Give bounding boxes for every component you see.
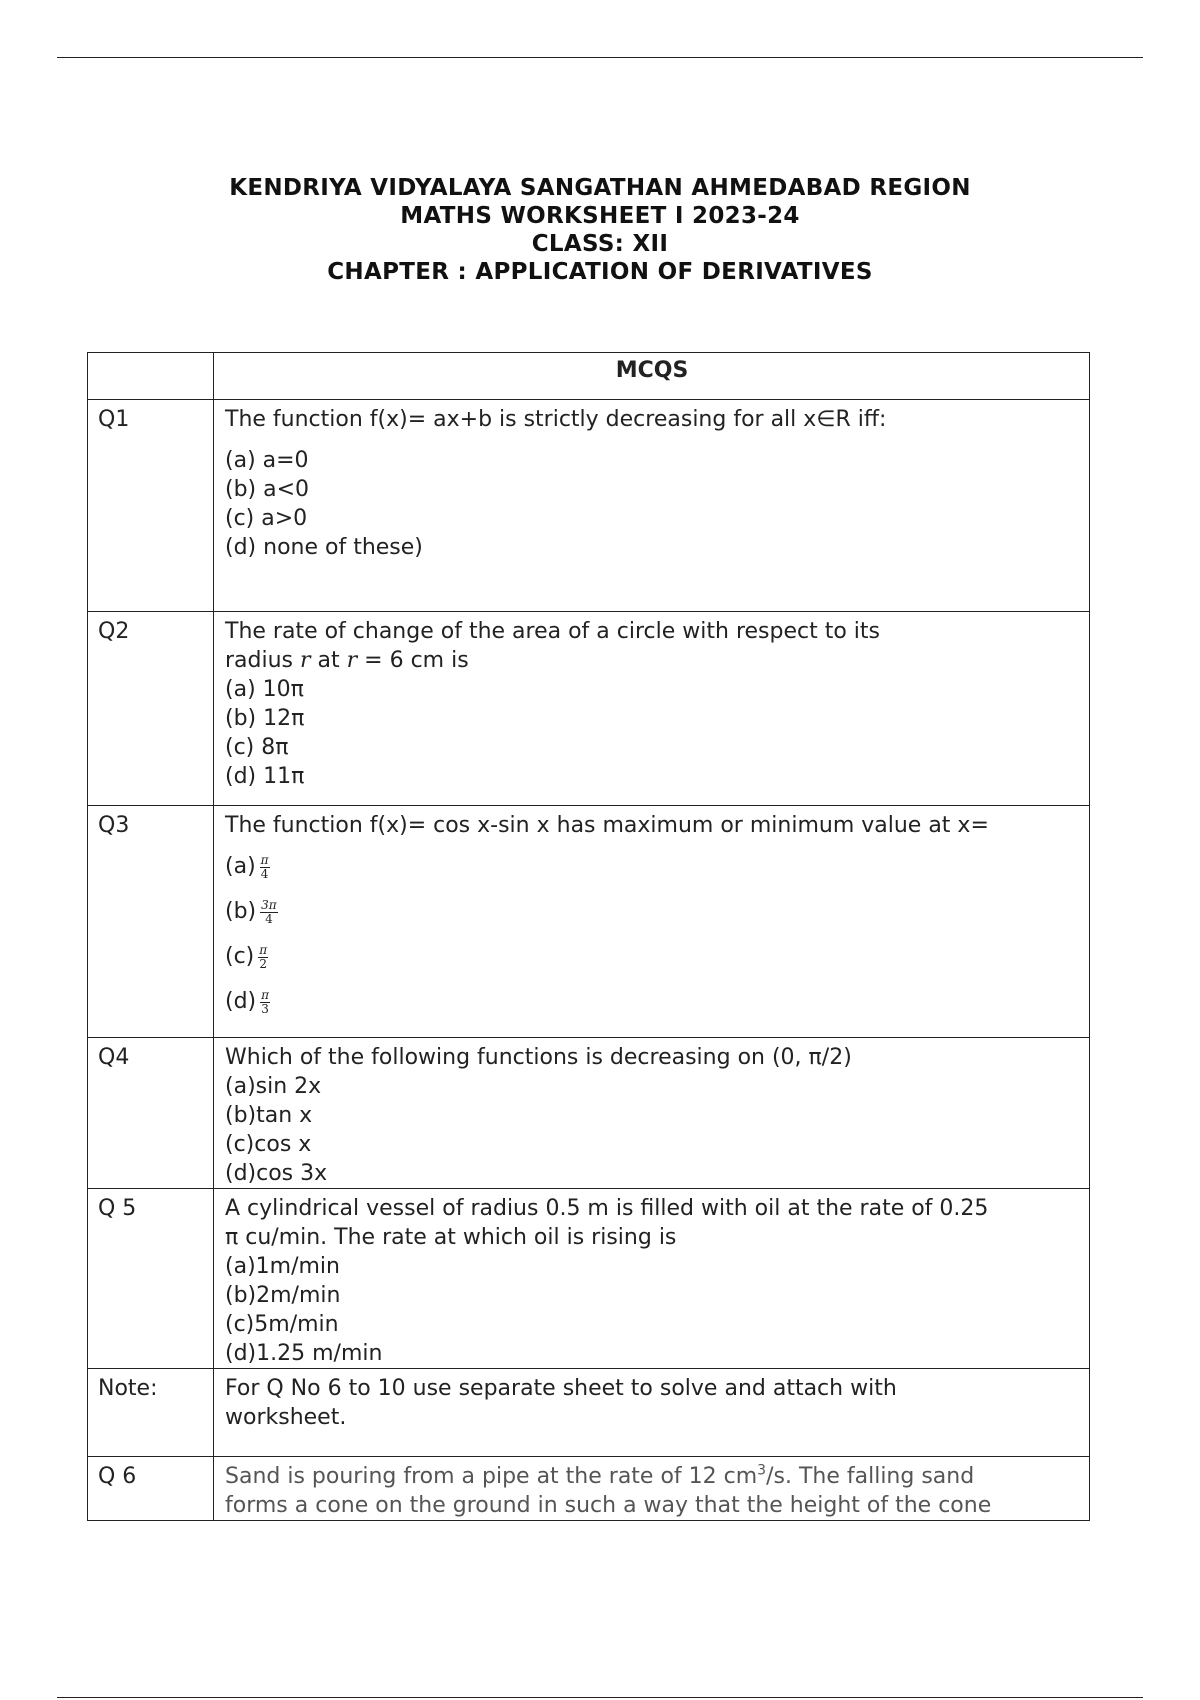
question-text-line-2: π cu/min. The rate at which oil is rising is <box>225 1225 677 1250</box>
question-body <box>214 806 1090 1038</box>
question-number: Q 5 <box>88 1189 214 1369</box>
option-c: (c)cos x <box>225 1132 312 1157</box>
table-heading-row <box>88 353 1090 400</box>
option-c: (c) 8π <box>225 735 289 760</box>
option-a: (a)sin 2x <box>225 1074 322 1099</box>
question-text-line-2: radius r at r = 6 cm is <box>225 648 469 673</box>
header-chapter: CHAPTER : APPLICATION OF DERIVATIVES <box>327 259 873 285</box>
question-number: Q 6 <box>88 1457 214 1521</box>
question-text: A cylindrical vessel of radius 0.5 m is filled with oil at the rate of 0.25 <box>225 1196 989 1221</box>
question-number: Q1 <box>88 400 214 612</box>
header-class: CLASS: XII <box>531 231 669 257</box>
note-text-line-2: worksheet. <box>225 1405 347 1430</box>
option-c: (c) a>0 <box>225 506 308 531</box>
option-b: (b) a<0 <box>225 477 310 502</box>
question-body <box>214 400 1090 612</box>
question-text: The function f(x)= cos x-sin x has maximum or minimum value at x= <box>225 813 989 838</box>
fraction: $\frac{\pi}{4}$ <box>260 852 269 881</box>
fraction: $\frac{3\pi}{4}$ <box>261 897 277 926</box>
option-b: (b)tan x <box>225 1103 313 1128</box>
option-c: (c)5m/min <box>225 1312 339 1337</box>
note-text: For Q No 6 to 10 use separate sheet to solve and attach with <box>225 1376 897 1401</box>
mcqs-heading: MCQS <box>214 353 1090 400</box>
option-b: (b)2m/min <box>225 1283 341 1308</box>
question-text: Which of the following functions is decreasing on (0, π/2) <box>225 1045 852 1070</box>
option-b: (b) 12π <box>225 706 305 731</box>
question-number: Q2 <box>88 612 214 806</box>
question-text-line-2: forms a cone on the ground in such a way that the height of the cone <box>225 1493 992 1518</box>
bottom-rule <box>57 1697 1143 1698</box>
note-row <box>88 1369 1090 1457</box>
option-d: (d)cos 3x <box>225 1161 328 1186</box>
option-a: (a) a=0 <box>225 448 309 473</box>
question-text: The rate of change of the area of a circle with respect to its <box>225 619 880 644</box>
question-body <box>214 1038 1090 1189</box>
option-d: (d) 11π <box>225 764 305 789</box>
option-a: (a) $\frac{\pi}{4}$ <box>225 852 269 881</box>
option-c: (c) $\frac{\pi}{2}$ <box>225 942 268 971</box>
option-a: (a)1m/min <box>225 1254 340 1279</box>
note-body <box>214 1369 1090 1457</box>
fraction: $\frac{\pi}{3}$ <box>261 987 270 1016</box>
question-row-1 <box>88 400 1090 612</box>
option-d: (d)1.25 m/min <box>225 1341 383 1366</box>
question-body <box>214 1189 1090 1369</box>
question-text: Sand is pouring from a pipe at the rate of 12 $cm^3/s$. The falling sand <box>225 1462 975 1489</box>
header-worksheet: MATHS WORKSHEET I 2023-24 <box>400 203 800 229</box>
question-number: Q3 <box>88 806 214 1038</box>
question-text: The function f(x)= ax+b is strictly decreasing for all x∈R iff: <box>225 407 887 432</box>
question-body <box>214 1457 1090 1521</box>
question-body <box>214 612 1090 806</box>
option-d: (d) $\frac{\pi}{3}$ <box>225 987 270 1016</box>
fraction: $\frac{\pi}{2}$ <box>259 942 268 971</box>
question-row-4 <box>88 1038 1090 1189</box>
worksheet-header <box>0 174 1200 286</box>
header-school: KENDRIYA VIDYALAYA SANGATHAN AHMEDABAD REGION <box>229 175 971 201</box>
note-label: Note: <box>88 1369 214 1457</box>
option-a: (a) 10π <box>225 677 304 702</box>
question-row-3 <box>88 806 1090 1038</box>
question-row-6 <box>88 1457 1090 1521</box>
option-b: (b) $\frac{3\pi}{4}$ <box>225 897 277 926</box>
option-d: (d) none of these) <box>225 535 423 560</box>
question-number: Q4 <box>88 1038 214 1189</box>
top-rule <box>57 57 1143 58</box>
question-row-5 <box>88 1189 1090 1369</box>
questions-table <box>87 352 1090 1521</box>
question-row-2 <box>88 612 1090 806</box>
